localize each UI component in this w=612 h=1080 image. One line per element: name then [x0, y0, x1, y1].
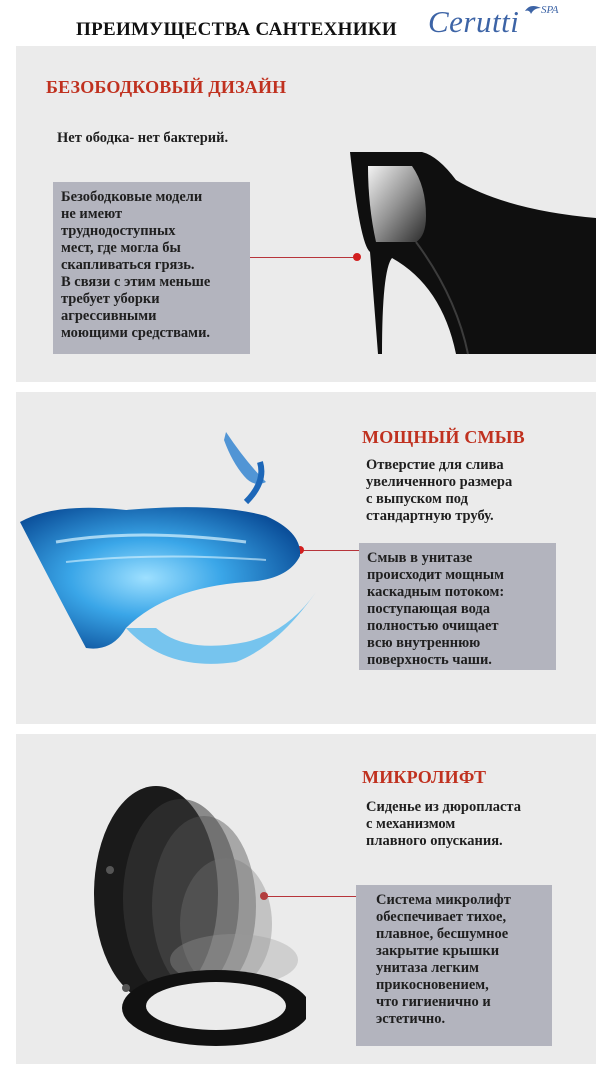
- section-rimless: [16, 46, 596, 382]
- flush-subtitle-line: Отверстие для слива: [366, 457, 504, 473]
- rimless-line: В связи с этим меньше: [61, 274, 211, 290]
- section-subtitle-rimless: Нет ободка- нет бактерий.: [57, 130, 229, 146]
- microlift-line: Система микролифт: [376, 892, 511, 908]
- flush-line: Смыв в унитазе: [367, 550, 473, 566]
- brand-logo: Cerutti: [428, 4, 520, 39]
- rimless-line: мест, где могла бы: [61, 240, 181, 256]
- rimless-line: агрессивными: [61, 308, 157, 324]
- microlift-subtitle-line: Сиденье из дюропласта: [366, 799, 521, 815]
- water-swirl-image: [16, 432, 316, 682]
- microlift-line: обеспечивает тихое,: [376, 909, 507, 925]
- rimless-description-box: [53, 182, 250, 354]
- flush-subtitle-line: с выпуском под: [366, 491, 468, 507]
- rimless-connector-line: [250, 257, 354, 258]
- brand-suffix: SPA: [541, 4, 559, 16]
- section-subtitle-microlift: [366, 799, 521, 850]
- rimless-line: моющими средствами.: [61, 325, 211, 341]
- section-flush: [16, 392, 596, 724]
- flush-subtitle-line: стандартную трубу.: [366, 508, 494, 524]
- section-title-rimless: БЕЗОБОДКОВЫЙ ДИЗАЙН: [46, 77, 287, 97]
- rimless-line: не имеют: [61, 206, 123, 222]
- rimless-bowl-cross-section-image: [346, 146, 596, 356]
- flush-subtitle-line: увеличенного размера: [366, 474, 513, 490]
- section-title-microlift: МИКРОЛИФТ: [362, 767, 487, 787]
- bird-logo-icon: [524, 3, 542, 15]
- flush-line: происходит мощным: [367, 567, 504, 583]
- flush-line: каскадным потоком:: [367, 584, 505, 600]
- toilet-seat-microlift-image: [86, 774, 306, 1054]
- page-title: ПРЕИМУЩЕСТВА САНТЕХНИКИ: [76, 19, 397, 40]
- microlift-line: закрытие крышки: [376, 943, 500, 959]
- rimless-line: скапливаться грязь.: [61, 257, 195, 273]
- flush-line: полностью очищает: [367, 618, 499, 634]
- flush-description-box: [359, 543, 556, 670]
- flush-line: всю внутреннюю: [367, 635, 481, 651]
- microlift-line: плавное, бесшумное: [376, 926, 509, 942]
- flush-line: поверхность чаши.: [367, 652, 492, 668]
- rimless-line: труднодоступных: [61, 223, 176, 239]
- microlift-subtitle-line: с механизмом: [366, 816, 456, 832]
- microlift-description-box: [356, 885, 552, 1046]
- microlift-line: что гигиенично и: [376, 994, 491, 1010]
- rimless-line: Безободковые модели: [61, 189, 203, 205]
- flush-line: поступающая вода: [367, 601, 491, 617]
- section-subtitle-flush: [366, 457, 512, 525]
- microlift-line: прикосновением,: [376, 977, 489, 993]
- section-title-flush: МОЩНЫЙ СМЫВ: [362, 427, 525, 447]
- microlift-line: унитаза легким: [376, 960, 479, 976]
- section-microlift: [16, 734, 596, 1064]
- rimless-line: требует уборки: [61, 291, 160, 307]
- microlift-line: эстетично.: [376, 1011, 446, 1027]
- microlift-subtitle-line: плавного опускания.: [366, 833, 503, 849]
